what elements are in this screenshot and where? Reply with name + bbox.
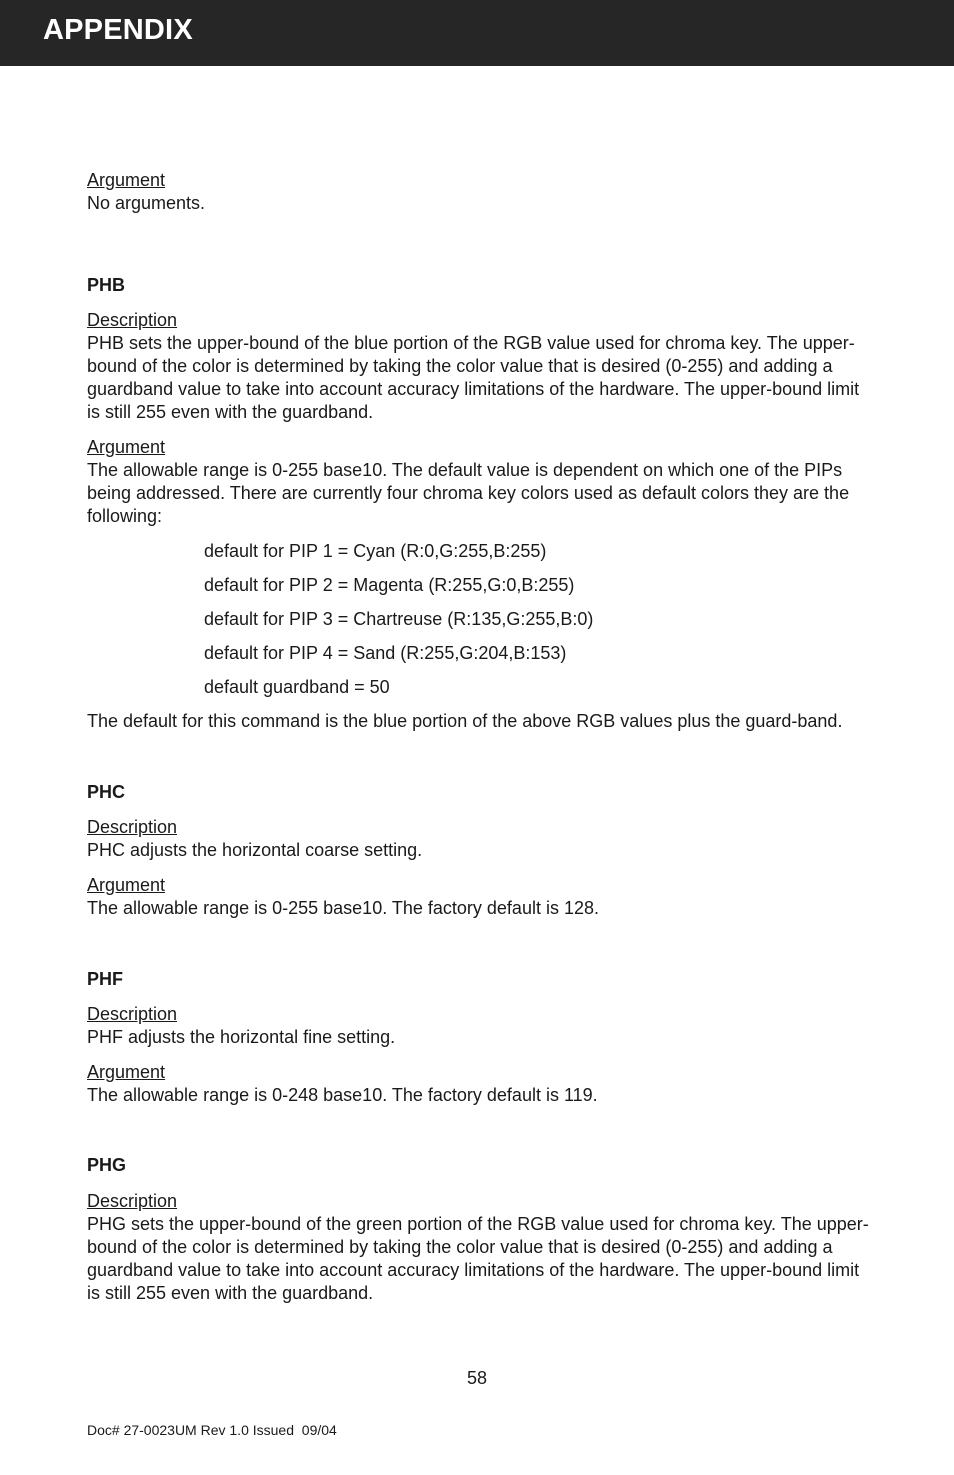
- phc-argument-text: The allowable range is 0-255 base10. The factory default is 128.: [87, 898, 599, 918]
- phb-default-pip1: default for PIP 1 = Cyan (R:0,G:255,B:255): [204, 541, 547, 561]
- phf-command-heading: PHF: [87, 969, 123, 989]
- phb-closing-text: The default for this command is the blue portion of the above RGB values plus the guard-band.: [87, 711, 843, 731]
- phc-argument-heading: Argument: [87, 875, 166, 895]
- phf-argument-text: The allowable range is 0-248 base10. The factory default is 119.: [87, 1085, 598, 1105]
- phc-description-heading: Description: [87, 817, 178, 837]
- main-content: [87, 169, 877, 1305]
- phb-description-heading: Description: [87, 310, 178, 330]
- phc-description-text: PHC adjusts the horizontal coarse setting.: [87, 840, 423, 860]
- phb-default-pip2: default for PIP 2 = Magenta (R:255,G:0,B:255): [204, 575, 575, 595]
- phb-default-pip3: default for PIP 3 = Chartreuse (R:135,G:255,B:0): [204, 609, 594, 629]
- phb-default-pip4: default for PIP 4 = Sand (R:255,G:204,B:153): [204, 643, 567, 663]
- header-bar: [0, 0, 954, 66]
- phb-command-heading: PHB: [87, 275, 126, 295]
- intro-argument-text: No arguments.: [87, 193, 206, 213]
- phb-argument-text: The allowable range is 0-255 base10. The default value is dependent on which one of the PIPs being addressed. There are currently four chroma key colors used as default colors they are the following:: [87, 460, 850, 526]
- phb-argument-heading: Argument: [87, 437, 166, 457]
- phf-argument-heading: Argument: [87, 1062, 166, 1082]
- phg-description-heading: Description: [87, 1191, 178, 1211]
- page-title: APPENDIX: [43, 14, 193, 46]
- phg-description-text: PHG sets the upper-bound of the green portion of the RGB value used for chroma key. The upper-bound of the color is determined by taking the color value that is desired (0-255) and adding a guardband value to take into account accuracy limitations of the hardware. The upper-bound limit is still 255 even with the guardband.: [87, 1214, 869, 1303]
- intro-argument-heading: Argument: [87, 170, 166, 190]
- document-id: Doc# 27-0023UM Rev 1.0 Issued 09/04: [87, 1422, 337, 1438]
- phb-description-text: PHB sets the upper-bound of the blue portion of the RGB value used for chroma key. The upper-bound of the color is determined by taking the color value that is desired (0-255) and adding a guardband value to take into account accuracy limitations of the hardware. The upper-bound limit is still 255 even with the guardband.: [87, 333, 860, 422]
- phc-command-heading: PHC: [87, 782, 126, 802]
- phb-default-guardband: default guardband = 50: [204, 677, 390, 697]
- phg-command-heading: PHG: [87, 1155, 127, 1175]
- page-number: 58: [466, 1368, 488, 1388]
- phf-description-heading: Description: [87, 1004, 178, 1024]
- phf-description-text: PHF adjusts the horizontal fine setting.: [87, 1027, 396, 1047]
